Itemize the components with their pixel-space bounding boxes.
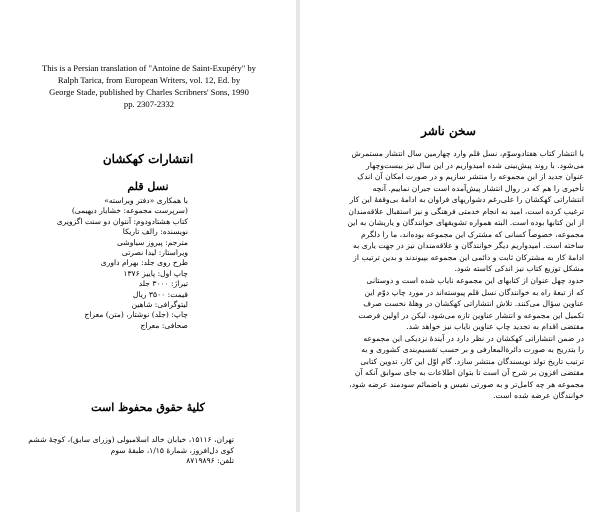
foreword-line: مشکل توزیع کتاب نیز اندکی کاسته شود. (454, 264, 584, 274)
foreword-line: ادامهٔ کار به مشترکان ثابت و دائمی این مجموعه بپیوندند و بدین ترتیب از (353, 252, 584, 262)
copyright-notice: کلیهٔ حقوق محفوظ است (91, 401, 205, 414)
left-page (0, 0, 296, 512)
english-note-line: pp. 2307-2332 (123, 99, 175, 109)
credit-line: چاپ اول: پاییز ۱۳۷۶ (123, 268, 188, 278)
credit-line: طرح روی جلد: بهرام داوری (100, 258, 188, 268)
foreword-line: با انتشار کتاب هفتادوسوّم، نسل قلم وارد چهارمین سال انتشار مستمرش (351, 149, 584, 158)
english-note-line: George Stade, published by Charles Scribners' Sons, 1990 (49, 87, 249, 97)
credit-line: کتاب هشتادودوم: آنتوان دو سنت اگزوپری (56, 216, 188, 226)
credit-line: چاپ: (جلد) نوشتار، (متن) معراج (84, 310, 188, 320)
credit-line: نویسنده: رالف تاریکا (122, 227, 188, 237)
foreword-line: ترغیب کرده است، امید به انجام خدمتی فرهنگی و نیز استقبال علاقه‌مندان (348, 206, 584, 216)
credit-line: با همکاری «دفتر ویراسته» (104, 196, 188, 205)
credit-line: لیتوگرافی: شاهین (131, 300, 188, 310)
address-line: تلفن: ۸۷۱۹۸۹۶ (186, 456, 234, 465)
foreword-line: را بتدریج به صورت دائرةالمعارفی و بر حسب تقسیم‌بندی کشوری و به (361, 345, 584, 355)
foreword-line: تکمیل این مجموعه و انتشار عناوین تازه می‌شود، لیکن در اولین فرصت (358, 310, 584, 320)
foreword-line: مجموعه هر چه کامل‌تر و به صورتی نفیس و باضمائم سودمند عرضه شود، (349, 379, 584, 389)
foreword-body (314, 148, 584, 402)
foreword-line: می‌شود. با روند پیش‌بینی شده امیدواریم در این سال نیز بیست‌وچهار (366, 160, 584, 170)
foreword-line: خوانندگان عرضه شده است. (493, 391, 584, 401)
series-title: نسل قلم (127, 180, 169, 193)
foreword-line: تأخیری را هم که در روال انتشار پیش‌آمده است جبران نماییم. آنچه (372, 183, 584, 193)
foreword-line: ساخته است. امیدواریم دیگر خوانندگان و علاقه‌مندان نیز در جهت یاری به (353, 241, 584, 251)
foreword-title: سخن ناشر (421, 124, 476, 138)
credit-line: (سرپرست مجموعه: خشایار دیهیمی) (71, 206, 188, 216)
address-line: تهران، ۱۵۱۱۶، خیابان خالد اسلامبولی (وزرای سابق)، کوچهٔ ششم (28, 435, 234, 444)
foreword-line: عنوان جدید از این مجموعه را منتشر سازیم و در صورت امکان آن اندک (357, 172, 584, 182)
foreword-line: در ضمن انتشاراتی کهکشان در نظر دارد در آیندهٔ نزدیکی این مجموعه (363, 333, 584, 343)
right-page (300, 0, 597, 512)
foreword-line: مجموعه، خصوصاً کسانی که مشترک این مجموعه بوده‌اند، ما را دلگرم (361, 229, 584, 239)
address-line: کوی دل‌افروز، شمارهٔ ۱/۱۵، طبقهٔ سوم (110, 445, 234, 455)
foreword-line: مقتضی افزون بر شرح آن است تا بتوان اطلاعات به‌ جای سوابق آنکه آن (354, 368, 584, 378)
credit-line: مترجم: پیروز سیاوشی (117, 237, 188, 247)
foreword-line: حدود چهل عنوان از کتابهای این مجموعه نایاب شده است و دوستانی (366, 276, 584, 286)
foreword-line: از این کتابها بوده است. البته همواره تشویقهای خوانندگان و یاریشان به این (347, 218, 584, 228)
foreword-line: انتشاراتی کهکشان را علی‌رغم دشواریهای فراوان به ادامهٔ بی‌وقفهٔ این کار (349, 195, 584, 205)
credit-line: ویراستار: لیدا نصرتی (121, 248, 188, 258)
publisher-address (14, 435, 234, 467)
credit-line: تیراژ: ۳۰۰۰ جلد (138, 279, 188, 289)
credit-line: قیمت: ۳۵۰۰ ریال (132, 289, 188, 299)
foreword-line: عناوین سؤال می‌کنند. تلاش انتشاراتی کهکشان در وهلهٔ نخست صرف (363, 299, 584, 309)
english-note-line: Ralph Tarica, from European Writers, vol. 12, Ed. by (57, 75, 241, 85)
english-source-note (18, 62, 280, 110)
publisher-title: انتشارات کهکشان (102, 152, 194, 166)
credits-block (8, 196, 188, 331)
credit-line: صحافی: معراج (140, 320, 188, 330)
english-note-line: This is a Persian translation of "Antoine de Saint-Exupéry" by (42, 63, 256, 73)
foreword-line: که از تبعهٔ راه به خوانندگان نسل قلم پیوسته‌اند در مورد چاپ دوّم این (364, 287, 584, 297)
foreword-line: ترتیب تاریخ تولد نویسندگان منتشر سازد. گام اوّل این کار، تدوین کتابی (360, 356, 584, 366)
foreword-line: مقتضی اقدام به تجدید چاپ عناوین نایاب نیز خواهد شد. (406, 322, 584, 332)
